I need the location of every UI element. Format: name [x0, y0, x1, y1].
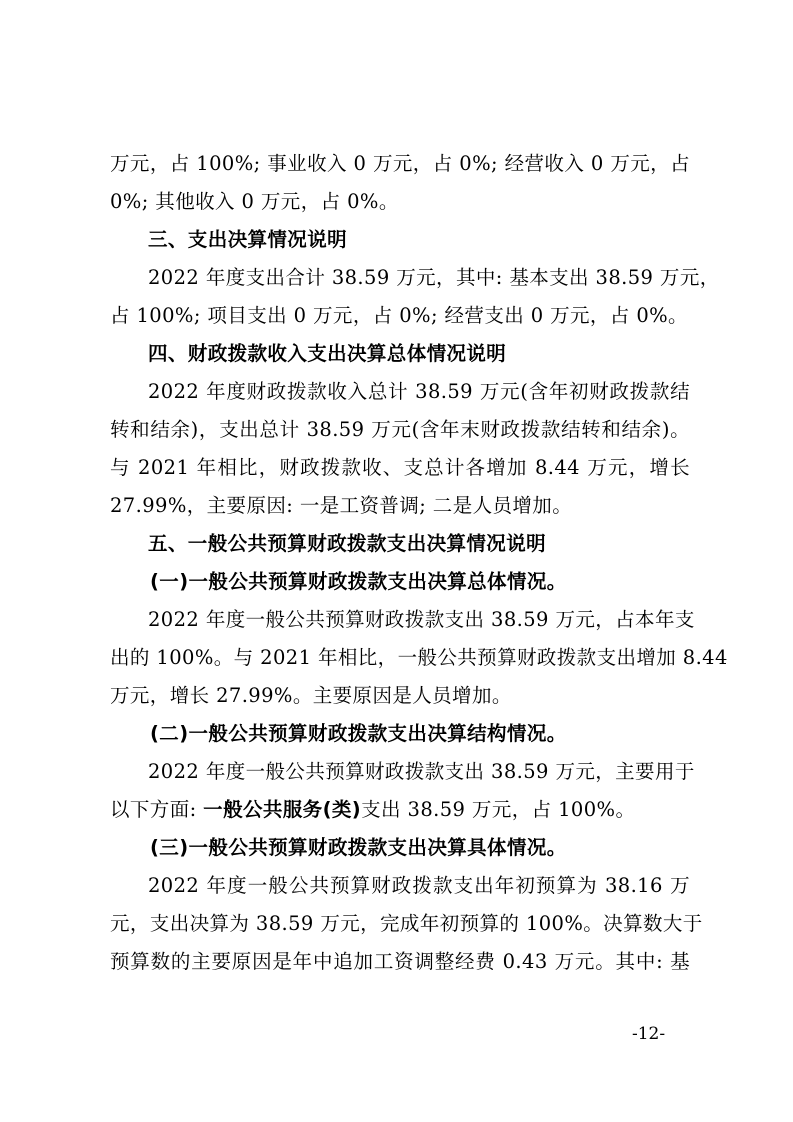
body-text-line: 出的 100%。与 2021 年相比，一般公共预算财政拨款支出增加 8.44	[110, 646, 728, 669]
section-heading: 三、支出决算情况说明	[148, 228, 348, 251]
body-text-segment: 支出 38.59 万元，占 100%。	[361, 798, 636, 821]
subsection-heading: (三)一般公共预算财政拨款支出决算具体情况。	[150, 836, 567, 859]
body-text-line: 占 100%; 项目支出 0 万元，占 0%; 经营支出 0 万元，占 0%。	[110, 304, 688, 327]
body-text-line: 万元，增长 27.99%。主要原因是人员增加。	[110, 684, 512, 707]
body-text-segment: 以下方面:	[110, 798, 204, 821]
body-text-line: 2022 年度支出合计 38.59 万元，其中: 基本支出 38.59 万元，	[148, 266, 720, 289]
body-text-line	[110, 798, 690, 824]
body-text-line: 2022 年度一般公共预算财政拨款支出年初预算为 38.16 万	[148, 874, 690, 897]
body-text-line: 预算数的主要原因是年中追加工资调整经费 0.43 万元。其中: 基	[110, 950, 690, 973]
category-label-bold: 一般公共服务(类)	[203, 798, 362, 821]
body-text-line: 元，支出决算为 38.59 万元，完成年初预算的 100%。决算数大于	[110, 912, 703, 935]
subsection-heading: (一)一般公共预算财政拨款支出决算总体情况。	[150, 570, 567, 593]
page-number: -12-	[632, 1024, 666, 1044]
body-text-line: 2022 年度一般公共预算财政拨款支出 38.59 万元，主要用于	[148, 760, 695, 783]
body-text-line: 2022 年度一般公共预算财政拨款支出 38.59 万元，占本年支	[148, 608, 695, 631]
section-heading: 四、财政拨款收入支出决算总体情况说明	[148, 342, 507, 365]
section-heading: 五、一般公共预算财政拨款支出决算情况说明	[148, 532, 547, 555]
body-text-line: 转和结余)，支出总计 38.59 万元(含年末财政拨款结转和结余)。	[110, 418, 690, 441]
subsection-heading: (二)一般公共预算财政拨款支出决算结构情况。	[150, 722, 567, 745]
body-text-line: 27.99%，主要原因: 一是工资普调; 二是人员增加。	[110, 494, 573, 517]
body-text-line: 0%; 其他收入 0 万元，占 0%。	[110, 190, 399, 213]
body-text-line: 与 2021 年相比，财政拨款收、支总计各增加 8.44 万元，增长	[110, 456, 690, 479]
body-text-line: 2022 年度财政拨款收入总计 38.59 万元(含年初财政拨款结	[148, 380, 690, 403]
body-text-line: 万元，占 100%; 事业收入 0 万元，占 0%; 经营收入 0 万元，占	[110, 152, 690, 175]
